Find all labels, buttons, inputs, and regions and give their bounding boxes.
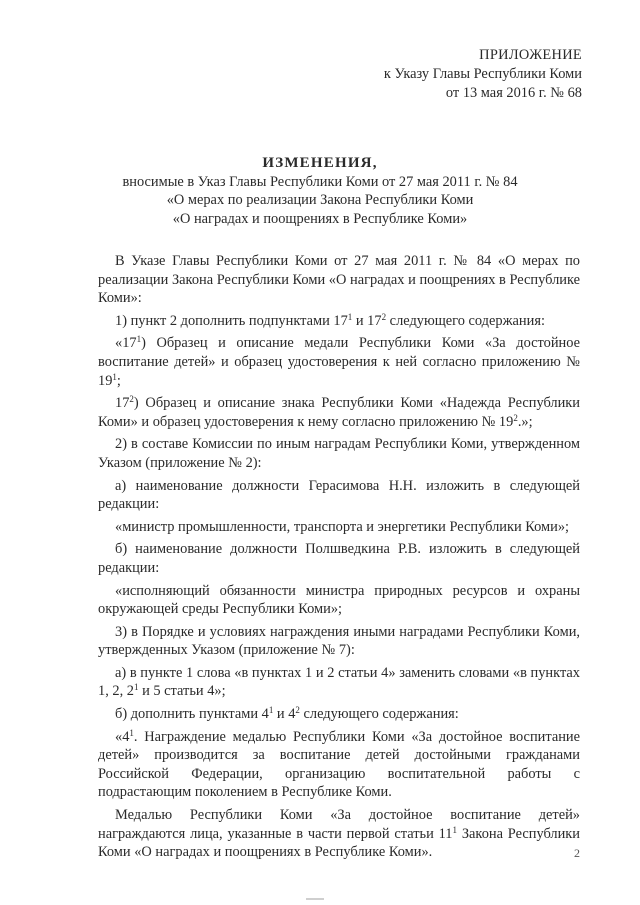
item-3a-paragraph: а) в пункте 1 слова «в пунктах 1 и 2 статьи 4» заменить словами «в пунктах 1, 2, $2^1$ и 5 статьи 4»;	[98, 664, 580, 700]
item-2a-text: «министр промышленности, транспорта и энергетики Республики Коми»;	[115, 518, 570, 535]
document-body	[98, 252, 580, 862]
heading-line-3: «О мерах по реализации Закона Республики Коми	[166, 192, 474, 208]
item-3b-point-4-1-second-paragraph: Медалью Республики Коми «За достойное воспитание детей» награждаются лица, указанные в части первой статьи $11^1$ Закона Республики Коми «О наградах и поощрениях в Республике Коми».	[98, 807, 580, 861]
item-3-paragraph: 3) в Порядке и условиях награждения иными наградами Республики Коми, утвержденных Указом (приложение № 7):	[98, 623, 580, 659]
heading-title: ИЗМЕНЕНИЯ,	[262, 155, 378, 171]
intro-paragraph: В Указе Главы Республики Коми от 27 мая 2011 г. № 84 «О мерах по реализации Закона Республики Коми «О наградах и поощрениях в Республике Коми»:	[98, 253, 580, 307]
appendix-title: ПРИЛОЖЕНИЕ	[479, 47, 582, 63]
item-3b-paragraph: б) дополнить пунктами $4^1$ и $4^2$ следующего содержания:	[115, 705, 459, 723]
appendix-decree-ref: к Указу Главы Республики Коми	[383, 66, 582, 82]
item-2b-text: «исполняющий обязанности министра природных ресурсов и охраны окружающей среды Республики Коми»;	[98, 582, 580, 618]
item-1-subitem-17-1: «$17^1$) Образец и описание медали Республики Коми «За достойное воспитание детей» и образец удостоверения к ней согласно приложению № $19^1$;	[98, 334, 580, 389]
page-number: 2	[574, 846, 580, 860]
item-1-subitem-17-2: $17^2$) Образец и описание знака Республики Коми «Надежда Республики Коми» и образец удостоверения к нему согласно приложению № $19^2$.»;	[98, 394, 580, 430]
document-heading	[90, 154, 550, 228]
item-2b-paragraph: б) наименование должности Полшведкина Р.В. изложить в следующей редакции:	[98, 541, 580, 576]
item-3b-point-4-1: «$4^1$. Награждение медалью Республики Коми «За достойное воспитание детей» производится за воспитание детей достойными гражданами Российской Федерации, организацию воспитательной работы с подрастающим поколением в Республике Коми.	[98, 727, 580, 801]
item-1-paragraph: 1) пункт 2 дополнить подпунктами $17^1$ и $17^2$ следующего содержания:	[115, 311, 545, 329]
heading-line-2: вносимые в Указ Главы Республики Коми от 27 мая 2011 г. № 84	[122, 173, 518, 190]
heading-line-4: «О наградах и поощрениях в Республике Коми»	[172, 210, 468, 227]
item-2-paragraph: 2) в составе Комиссии по иным наградам Республики Коми, утвержденном Указом (приложение № 2):	[98, 436, 580, 471]
scan-artifact-mark	[306, 898, 324, 900]
appendix-block	[384, 46, 582, 103]
appendix-decree-date: от 13 мая 2016 г. № 68	[445, 85, 582, 101]
item-2a-paragraph: а) наименование должности Герасимова Н.Н. изложить в следующей редакции:	[98, 477, 580, 513]
